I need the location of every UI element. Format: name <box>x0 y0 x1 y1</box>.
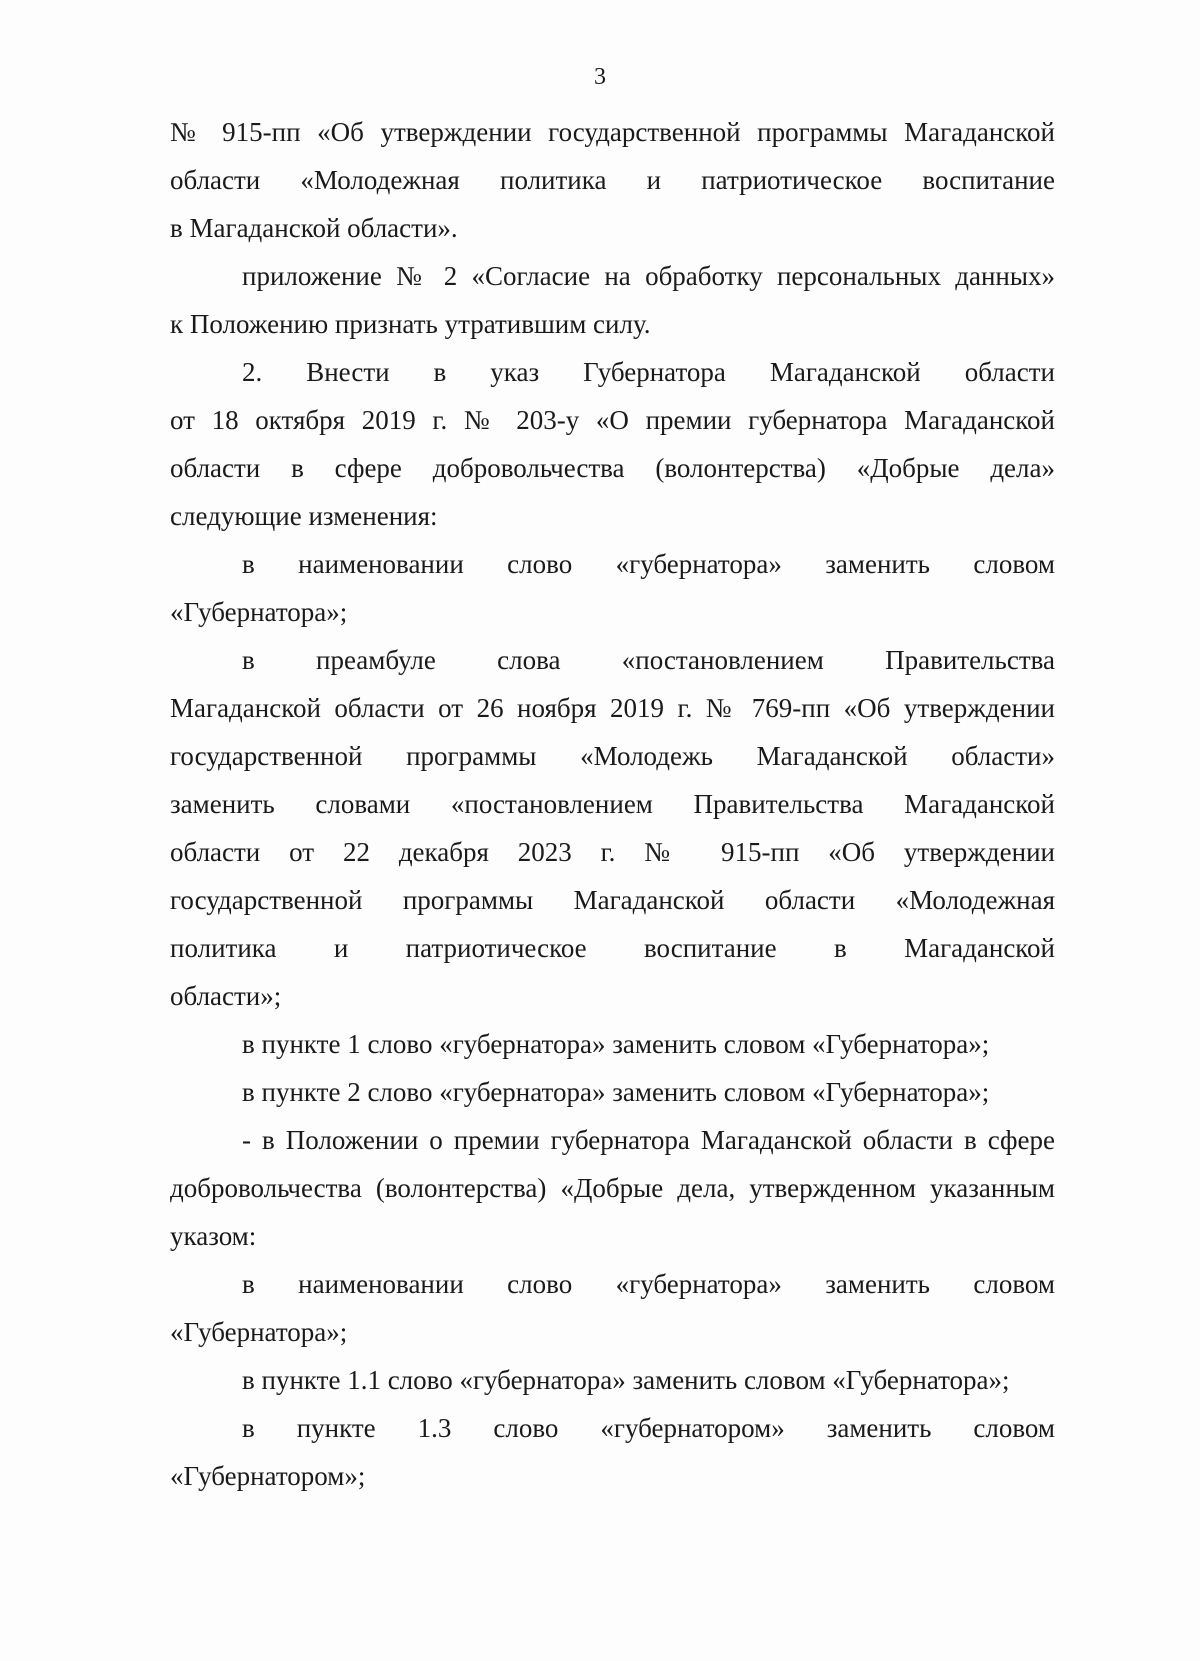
text-line: добровольчества (волонтерства) «Добрые дела, утвержденном указанным <box>170 1173 1055 1203</box>
text-line: в Магаданской области». <box>170 213 458 243</box>
text-line: к Положению признать утратившим силу. <box>170 309 651 339</box>
text-line: от 18 октября 2019 г. № 203-у «О премии губернатора Магаданской <box>170 405 1055 435</box>
text-line: в пункте 1.1 слово «губернатора» заменить словом «Губернатора»; <box>242 1365 1010 1395</box>
text-line: в пункте 1.3 слово «губернатором» заменить словом <box>242 1413 1055 1443</box>
text-line: области в сфере добровольчества (волонтерства) «Добрые дела» <box>170 453 1055 483</box>
text-line: «Губернатором»; <box>170 1461 366 1491</box>
text-line: в преамбуле слова «постановлением Правительства <box>242 645 1055 675</box>
text-line: области от 22 декабря 2023 г. № 915-пп «Об утверждении <box>170 837 1055 867</box>
text-line: следующие изменения: <box>170 501 438 531</box>
text-line: государственной программы Магаданской области «Молодежная <box>170 885 1055 915</box>
text-line: указом: <box>170 1221 257 1251</box>
text-line: области»; <box>170 981 282 1011</box>
text-line: заменить словами «постановлением Правительства Магаданской <box>170 789 1055 819</box>
text-line: - в Положении о премии губернатора Магаданской области в сфере <box>242 1125 1055 1155</box>
text-line: политика и патриотическое воспитание в Магаданской <box>170 933 1055 963</box>
text-line: Магаданской области от 26 ноября 2019 г. № 769-пп «Об утверждении <box>170 693 1055 723</box>
text-line: в наименовании слово «губернатора» заменить словом <box>242 1269 1055 1299</box>
text-line: «Губернатора»; <box>170 1317 348 1347</box>
text-line: в пункте 1 слово «губернатора» заменить словом «Губернатора»; <box>242 1029 990 1059</box>
text-line: в наименовании слово «губернатора» заменить словом <box>242 549 1055 579</box>
text-line: области «Молодежная политика и патриотическое воспитание <box>170 165 1055 195</box>
text-line: государственной программы «Молодежь Магаданской области» <box>170 741 1055 771</box>
text-line: № 915-пп «Об утверждении государственной программы Магаданской <box>170 117 1055 147</box>
text-line: в пункте 2 слово «губернатора» заменить словом «Губернатора»; <box>242 1077 990 1107</box>
document-body <box>170 108 1055 1500</box>
text-line: 2. Внести в указ Губернатора Магаданской области <box>242 357 1055 387</box>
page-number: 3 <box>594 64 606 90</box>
text-line: приложение № 2 «Согласие на обработку персональных данных» <box>242 261 1055 291</box>
text-line: «Губернатора»; <box>170 597 348 627</box>
